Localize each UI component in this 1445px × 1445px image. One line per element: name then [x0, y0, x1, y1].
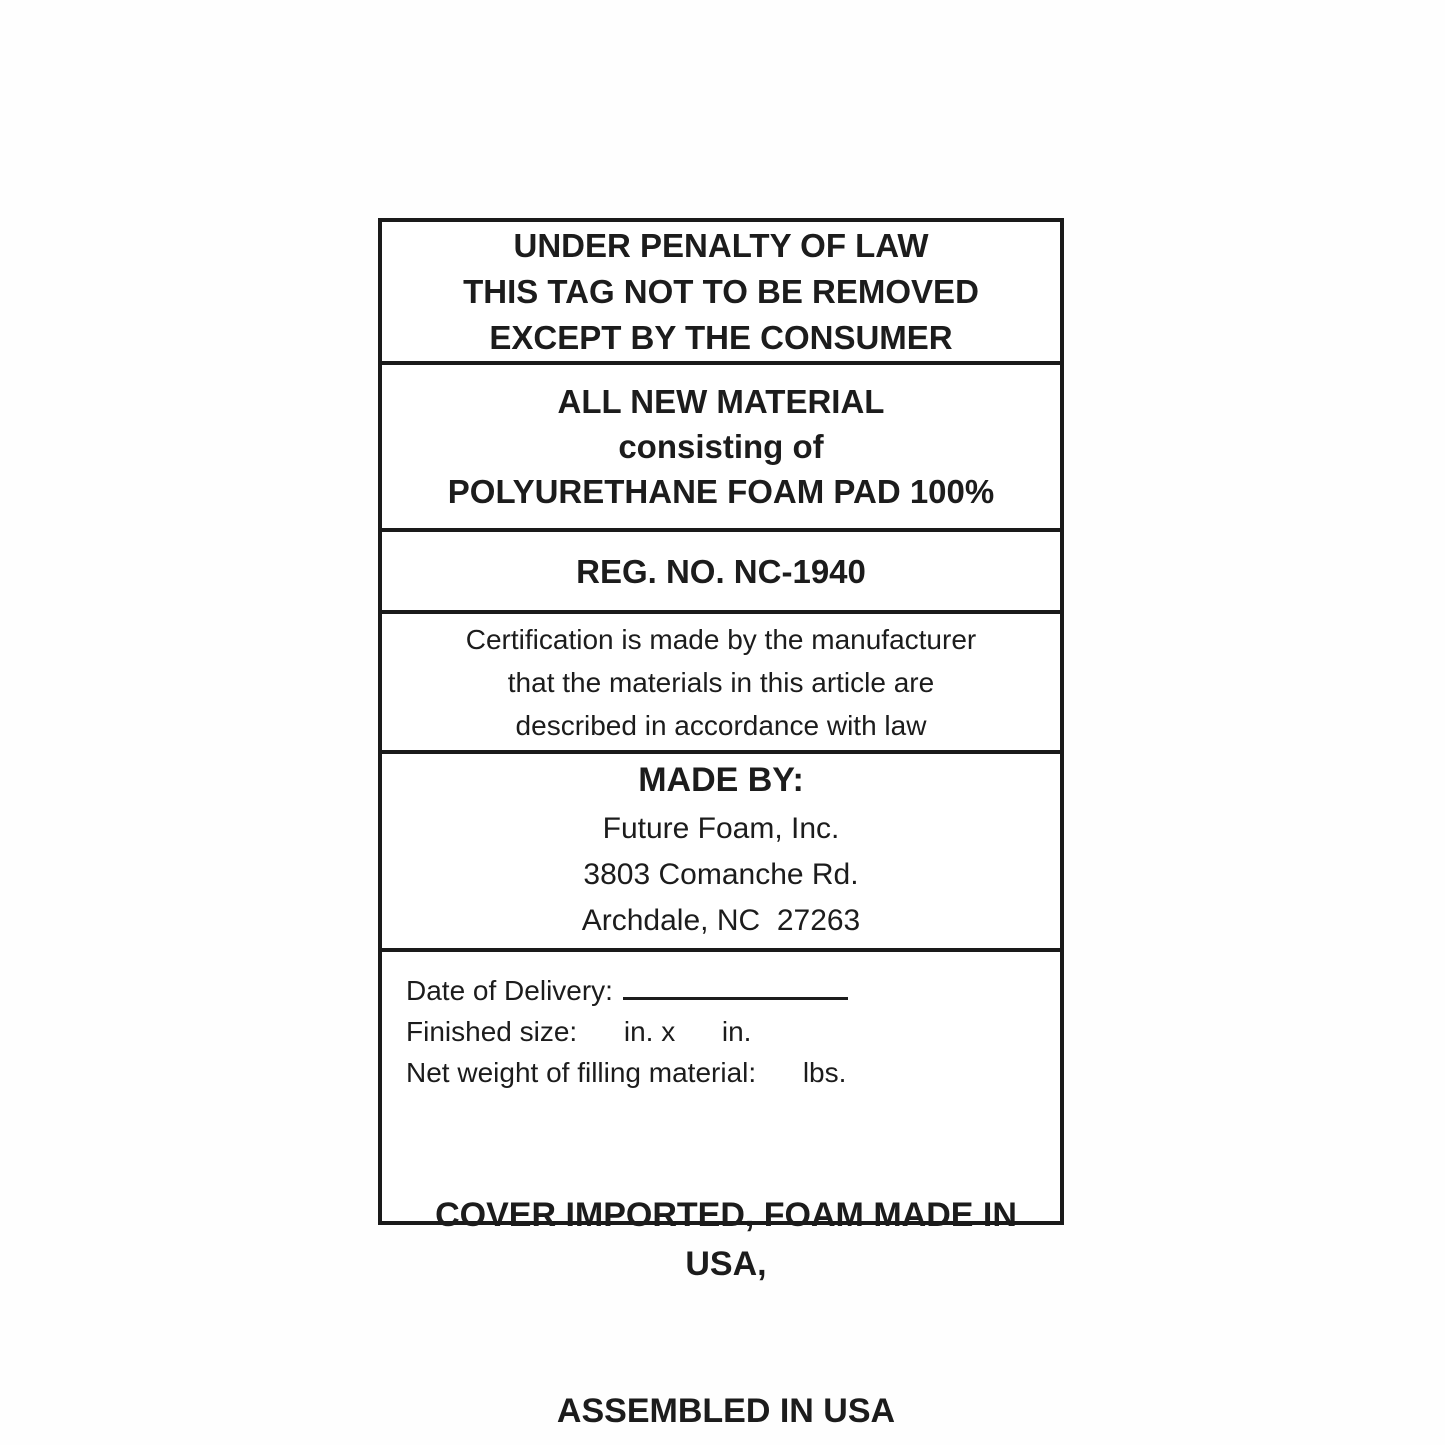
- certification-line: that the materials in this article are: [507, 666, 935, 698]
- finished-size-row: Finished size: in. x in.: [406, 1016, 752, 1047]
- date-of-delivery-label: Date of Delivery:: [406, 975, 613, 1006]
- date-of-delivery-blank-line: [623, 976, 848, 1000]
- manufacturer-city-state-zip: Archdale, NC 27263: [581, 904, 861, 937]
- penalty-line: UNDER PENALTY OF LAW: [513, 226, 929, 264]
- date-of-delivery-row: [406, 970, 1046, 1011]
- made-by-heading: MADE BY:: [638, 761, 804, 799]
- origin-statement-line: ASSEMBLED IN USA: [556, 1392, 896, 1430]
- law-tag-label: [378, 218, 1064, 1430]
- section-certification-statement: [382, 610, 1060, 750]
- section-delivery-details: [382, 948, 1060, 1445]
- material-line: ALL NEW MATERIAL: [557, 383, 885, 420]
- section-material-contents: [382, 361, 1060, 528]
- certification-line: Certification is made by the manufacturer: [465, 623, 977, 655]
- penalty-line: EXCEPT BY THE CONSUMER: [489, 318, 953, 356]
- origin-statement-line: COVER IMPORTED, FOAM MADE IN USA,: [435, 1196, 1027, 1283]
- origin-statement: [406, 1093, 1046, 1445]
- net-weight-row: Net weight of filling material: lbs.: [406, 1057, 847, 1088]
- section-penalty-warning: [382, 222, 1060, 361]
- section-registration-number: [382, 528, 1060, 610]
- material-line: POLYURETHANE FOAM PAD 100%: [447, 473, 995, 510]
- manufacturer-street: 3803 Comanche Rd.: [583, 858, 859, 891]
- manufacturer-name: Future Foam, Inc.: [602, 812, 840, 845]
- registration-number: REG. NO. NC-1940: [576, 552, 866, 590]
- material-line: consisting of: [618, 428, 824, 465]
- certification-line: described in accordance with law: [515, 709, 927, 741]
- section-manufacturer: [382, 750, 1060, 948]
- penalty-line: THIS TAG NOT TO BE REMOVED: [463, 272, 979, 310]
